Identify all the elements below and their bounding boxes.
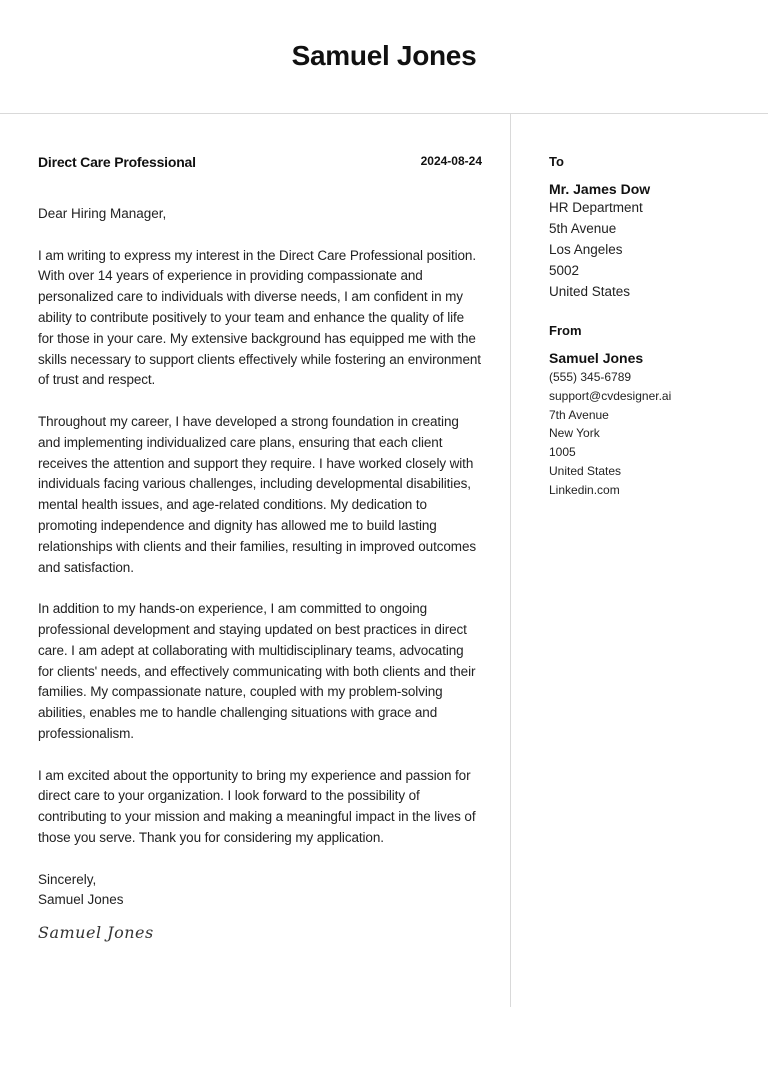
sender-name: Samuel Jones: [549, 350, 644, 366]
sender-city: New York: [549, 426, 600, 441]
recipient-street: 5th Avenue: [549, 221, 617, 236]
address-sidebar: [549, 154, 759, 500]
handwritten-signature: Samuel Jones: [38, 923, 154, 943]
salutation: Dear Hiring Manager,: [38, 206, 167, 221]
letter-body: [38, 154, 482, 942]
sender-postal-code: 1005: [549, 445, 576, 460]
column-divider: [510, 114, 511, 1007]
sender-label: From: [549, 323, 582, 338]
recipient-address: [549, 197, 759, 302]
recipient-name: Mr. James Dow: [549, 181, 651, 197]
position-date-row: [38, 154, 482, 174]
body-paragraph-4: I am excited about the opportunity to bring my experience and passion for direct care to your organization. I look forward to the possibility of contributing to your mission and making a meaningful impact in the lives of those you serve. Thank you for considering my application.: [38, 767, 476, 845]
recipient-city: Los Angeles: [549, 242, 623, 257]
body-paragraph-3: In addition to my hands-on experience, I am committed to ongoing professional development and staying updated on best practices in direct care. I am adept at collaborating with multidisciplinary teams, advocating for clients' needs, and effectively communicating with both clients and their families. My compassionate nature, coupled with my problem-solving abilities, enables me to handle challenging situations with grace and professionalism.: [38, 601, 476, 741]
recipient-label: To: [549, 154, 564, 169]
recipient-postal-code: 5002: [549, 263, 580, 278]
letter-header: [0, 0, 768, 114]
sender-email: support@cvdesigner.ai: [549, 388, 672, 403]
sender-contact: [549, 368, 759, 500]
recipient-country: United States: [549, 284, 631, 299]
closing-block: [38, 870, 482, 912]
applicant-name-heading: Samuel Jones: [291, 40, 477, 71]
sender-phone: (555) 345-6789: [549, 370, 632, 384]
body-paragraph-1: I am writing to express my interest in the Direct Care Professional position. With over 14 years of experience in providing compassionate and personalized care to individuals with diverse needs, I am confident in my ability to contribute positively to your team and enhance the quality of life for those in your care. My extensive background has equipped me with the skills necessary to support clients effectively while fostering an environment of trust and respect.: [38, 247, 481, 388]
body-paragraph-2: Throughout my career, I have developed a strong foundation in creating and implementing individualized care plans, ensuring that each client receives the attention and support they require. I have worked closely with individuals facing various challenges, including developmental disabilities, mental health issues, and age-related conditions. My dedication to promoting independence and dignity has allowed me to build lasting relationships with clients and their families, resulting in improved outcomes and satisfaction.: [38, 413, 477, 575]
closing-name: Samuel Jones: [38, 892, 124, 908]
recipient-department: HR Department: [549, 200, 643, 215]
position-title: Direct Care Professional: [38, 154, 196, 170]
letter-date: 2024-08-24: [420, 154, 482, 168]
sender-country: United States: [549, 463, 622, 478]
sender-linkedin: Linkedin.com: [549, 482, 620, 497]
sender-street: 7th Avenue: [549, 407, 609, 422]
closing-phrase: Sincerely,: [38, 871, 97, 887]
